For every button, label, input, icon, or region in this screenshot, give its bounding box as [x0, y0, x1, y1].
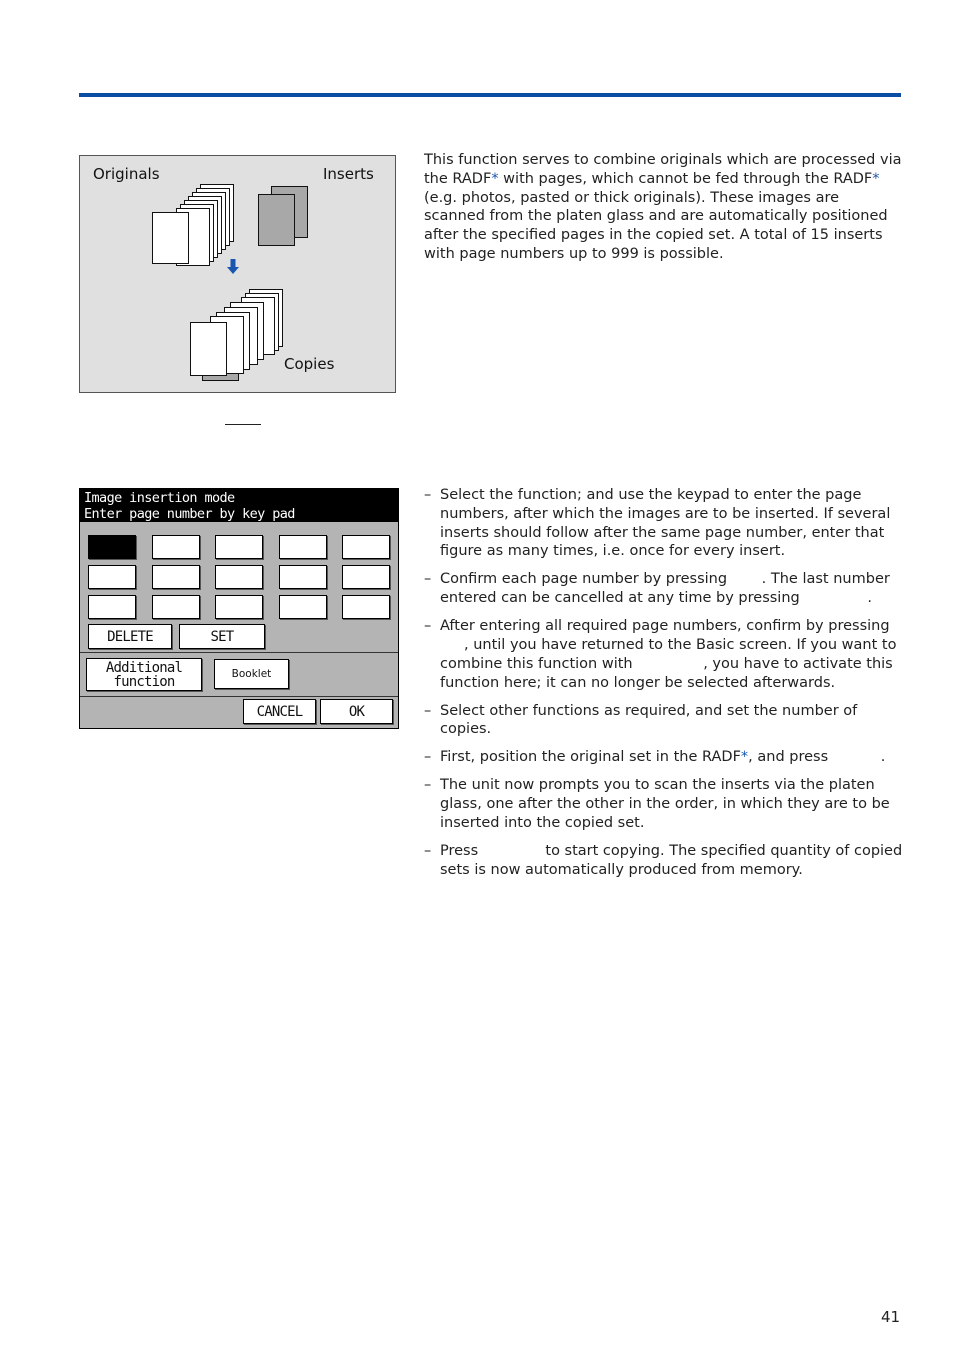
footnote-star: *: [872, 170, 880, 187]
ok-button[interactable]: OK: [320, 699, 393, 724]
step-text: .: [867, 590, 872, 607]
page-number: 41: [881, 1308, 901, 1326]
arrow-down-icon: [227, 259, 239, 275]
step-text: , you have to activate this function here; it can no longer be selected afterwards.: [440, 655, 893, 691]
page-number-slot[interactable]: [279, 535, 327, 559]
step-text: to start copying. The specified quantity of copied sets is now automatically produced from memory.: [440, 842, 903, 878]
step-text: The unit now prompts you to scan the inserts via the platen glass, one after the other in the order, in which they are to be inserted into the copied set.: [440, 777, 890, 831]
step-text: , until you have returned to the Basic screen. If you want to combine this function with: [440, 636, 897, 672]
screen-title-bar: [80, 489, 398, 522]
divider: [80, 652, 398, 653]
inserts-label: Inserts: [323, 165, 374, 183]
step-item: [424, 842, 906, 880]
page-number-slot[interactable]: [279, 565, 327, 589]
header-rule: [79, 93, 901, 97]
button-label: Additional: [105, 659, 183, 676]
booklet-button[interactable]: Booklet: [214, 659, 289, 689]
page-number-slot[interactable]: [215, 565, 263, 589]
insert-illustration: [79, 155, 396, 393]
step-text: Press: [440, 842, 483, 859]
step-item: [424, 776, 906, 832]
copies-label: Copies: [284, 355, 335, 373]
page-number-slot[interactable]: [215, 595, 263, 619]
copy-sheet: [190, 322, 227, 376]
page-number-slot[interactable]: [342, 565, 390, 589]
divider: [80, 696, 398, 697]
page-number-slot[interactable]: [152, 595, 200, 619]
step-item: [424, 570, 906, 608]
step-text: Select other functions as required, and set the number of copies.: [440, 702, 858, 738]
cancel-button[interactable]: CANCEL: [243, 699, 316, 724]
step-text: , and press: [748, 749, 833, 766]
image-insertion-screen: [79, 488, 399, 729]
page-number-slot[interactable]: [279, 595, 327, 619]
delete-button[interactable]: DELETE: [88, 624, 172, 649]
step-item: [424, 748, 906, 767]
bullet-dash: –: [424, 618, 432, 635]
additional-function-button[interactable]: [86, 658, 202, 691]
step-item: [424, 486, 906, 561]
originals-label: Originals: [93, 165, 160, 183]
short-rule: [225, 424, 261, 425]
intro-text: with pages, which cannot be fed through the RADF: [498, 170, 873, 187]
screen-title: Image insertion mode: [84, 490, 235, 506]
intro-text: This function serves to combine originals which are processed via the RADF: [424, 152, 902, 187]
intro-paragraph: [424, 151, 904, 264]
page-number-slot[interactable]: [342, 535, 390, 559]
step-item: [424, 702, 906, 740]
bullet-dash: –: [424, 487, 432, 503]
page-number-slot[interactable]: [88, 595, 136, 619]
screen-instruction: Enter page number by key pad: [84, 506, 295, 522]
step-item: [424, 617, 906, 692]
step-text: . The last number entered can be cancelled at any time by pressing: [440, 571, 890, 607]
step-text: First, position the original set in the RADF: [440, 749, 741, 766]
page-number-slot[interactable]: [215, 535, 263, 559]
step-text: Confirm each page number by pressing: [440, 571, 732, 588]
page-number-slot[interactable]: [152, 535, 200, 559]
page-number-slot[interactable]: [152, 565, 200, 589]
step-text: After entering all required page numbers, confirm by pressing: [440, 618, 890, 635]
bullet-dash: –: [424, 749, 432, 766]
page-number-slot[interactable]: [88, 565, 136, 589]
bullet-dash: –: [424, 571, 432, 588]
bullet-dash: –: [424, 702, 432, 719]
insert-sheet: [258, 194, 295, 246]
page-number-slot[interactable]: [342, 595, 390, 619]
step-text: .: [880, 749, 886, 766]
instruction-steps: [424, 486, 906, 889]
button-label: function: [113, 673, 175, 690]
original-sheet: [152, 212, 189, 264]
intro-text: (e.g. photos, pasted or thick originals). These images are scanned from the platen glass and are automatically positioned after the specified pages in the copied set. A total of 15 inserts with page numbers up to 999 is possible.: [424, 189, 888, 262]
footnote-star: *: [740, 749, 749, 766]
page-number-slot[interactable]: [88, 535, 136, 559]
set-button[interactable]: SET: [179, 624, 265, 649]
bullet-dash: –: [424, 777, 432, 794]
footnote-star: *: [491, 170, 499, 187]
step-text: Select the function; and use the keypad to enter the page numbers, after which the images are to be inserted. If several inserts should follow after the same page number, enter that figure as many times, i.e. once for every insert.: [440, 487, 891, 560]
bullet-dash: –: [424, 842, 432, 859]
